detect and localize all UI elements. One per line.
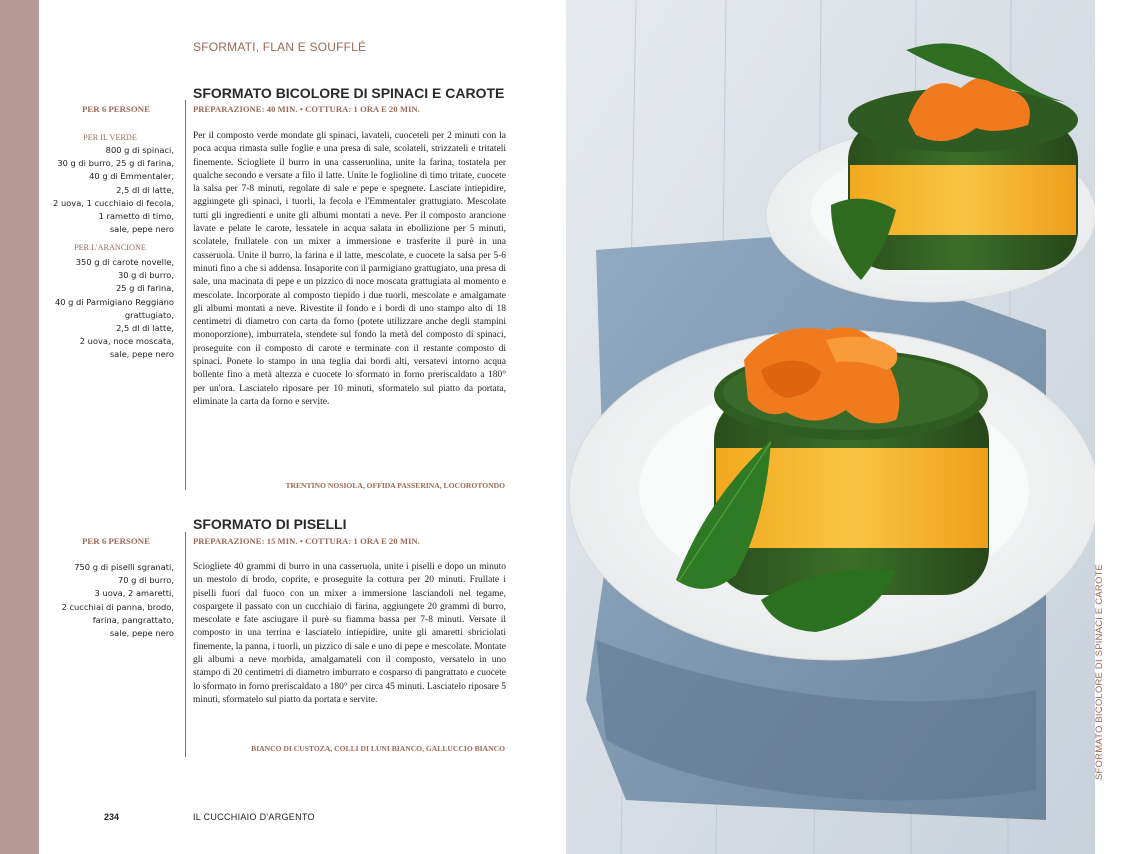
recipe-method-text: Per il composto verde mondate gli spinaci, lavateli, cuoceteli per 2 minuti con la poca acqua rimasta sulle foglie e una presa di sale, scolateli, strizzateli e tritateli finemente. Sciogliete il burro in una casseruolina, unite la farina, tostatela per qualche secondo e versate a filo il latte. Unite le foglioline di timo tritate, cuocete la salsa per 7-8 minuti, regolate di sale e pepe e spegnete. Lasciate intiepidire, aggiungete gli spinaci, i tuorli, la fecola e l'Emmentaler grattugiato. Mescolate tutti gli ingredienti e unite gli albumi montati a neve. Per il composto arancione lavate e pelate le carote, lessatele in acqua salata in ebollizione per 5 minuti, scolatele, frullatele con un mixer a immersione e trasferite il purè in una casseruola. Unite il burro, la farina e il latte, mescolate, e cuocete la salsa per 5-6 minuti fino a che si addensa. Insaporite con il parmigiano grattugiato, una presa di sale, una macinata di pepe e un pizzico di noce moscata grattugiata al momento e mescolate. Incorporate al composto tiepido i due tuorli, mescolate e amalgamate gli albumi montati a neve. Rivestite il fondo e i bordi di uno stampo alto di 18 centimetri di diametro con carta da forno (potete utilizzare anche degli stampini monoporzione), imburratela, stendete sul fondo la metà del composto di spinaci, proseguite con il composto di carote e terminate con il restante composto di spinaci. Ponete lo stampo in una teglia dai bordi alti, versatevi intorno acqua bollente fino a metà altezza e cuocete lo sformato in forno preriscaldato a 180° per un'ora. Lasciatelo riposare per 10 minuti, sformatelo sul piatto da portata, eliminate la carta da forno e servite. [193, 131, 506, 407]
ingredient-item: sale, pepe nero [109, 628, 174, 639]
column-divider [185, 532, 186, 757]
ingredient-list-green [30, 144, 174, 236]
section-header: SFORMATI, FLAN E SOUFFLÉ [193, 40, 367, 54]
wine-pairing: BIANCO DI CUSTOZA, COLLI DI LUNI BIANCO, GALLUCCIO BIANCO [251, 744, 505, 753]
ingredient-item: 30 g di burro, 25 g di farina, [57, 158, 174, 169]
ingredient-item: 2,5 dl di latte, [116, 184, 174, 195]
recipe-title-piselli: SFORMATO DI PISELLI [193, 516, 347, 532]
ingredient-item: 2,5 dl di latte, [116, 323, 174, 334]
ingredient-list-piselli [30, 561, 174, 640]
recipe-method-text: Sciogliete 40 grammi di burro in una casseruola, unite i piselli e dopo un minuto un mestolo di brodo, coprite, e proseguite la cottura per 20 minuti. Frullate i piselli fuori dal fuoco con un mixer a immersione lasciandoli nel tegame, cospargete il passato con un cucchiaio di farina, aggiungete 20 grammi di burro, mescolate e fate asciugare il purè su fiamma bassa per 7-8 minuti. Versate il composto in una terrina e lasciatelo intiepidire, unite gli amaretti sbriciolati finemente, la panna, i tuorli, un pizzico di sale e uno di pepe e mescolate. Montate gli albumi a neve morbida, amalgamateli con il composto, versatelo in uno stampo di 20 centimetri di diametro imburrato e cosparso di pangrattato e cuocete lo sformato in forno preriscaldato a 180° per circa 45 minuti. Lasciatelo riposare 5 minuti, sformatelo sul piatto da portata e servite. [193, 562, 506, 705]
ingredient-item: 1 rametto di timo, [98, 211, 174, 222]
ingredient-group-heading: PER L'ARANCIONE [74, 243, 146, 252]
recipe-page [39, 0, 566, 854]
ingredient-item: sale, pepe nero [109, 349, 174, 360]
servings-label: PER 6 PERSONE [82, 536, 150, 546]
ingredient-item: 3 uova, 2 amaretti, [94, 588, 174, 599]
column-divider [185, 100, 186, 490]
page-number: 234 [104, 812, 120, 822]
ingredient-list-orange [30, 256, 174, 362]
vertical-running-title: SFORMATO BICOLORE DI SPINACI E CAROTE [1094, 563, 1105, 780]
ingredient-item: farina, pangrattato, [92, 614, 174, 625]
page-edge-strip [0, 0, 39, 854]
recipe-prep-time: PREPARAZIONE: 40 MIN. • COTTURA: 1 ORA E 20 MIN. [193, 104, 420, 114]
ingredient-item: 2 uova, 1 cucchiaio di fecola, [53, 197, 174, 208]
wine-pairing: TRENTINO NOSIOLA, OFFIDA PASSERINA, LOCOROTONDO [285, 481, 505, 490]
recipe-prep-time: PREPARAZIONE: 15 MIN. • COTTURA: 1 ORA E 20 MIN. [193, 536, 420, 546]
ingredient-item: grattugiato, [124, 309, 174, 320]
running-footer-title: IL CUCCHIAIO D'ARGENTO [193, 812, 315, 822]
ingredient-item: 30 g di burro, [117, 270, 174, 281]
ingredient-item: 750 g di piselli sgranati, [74, 562, 174, 572]
servings-label: PER 6 PERSONE [82, 104, 150, 114]
ingredient-item: 40 g di Emmentaler, [89, 171, 174, 182]
ingredient-item: 350 g di carote novelle, [75, 257, 174, 267]
ingredient-item: 800 g di spinaci, [105, 145, 174, 155]
ingredient-item: 40 g di Parmigiano Reggiano [54, 296, 174, 307]
recipe-title-bicolore: SFORMATO BICOLORE DI SPINACI E CAROTE [193, 85, 505, 101]
ingredient-item: 70 g di burro, [117, 575, 174, 586]
carrot-ribbon-garnish [744, 327, 899, 423]
ingredient-item: 25 g di farina, [115, 283, 174, 294]
ingredient-item: 2 cucchiai di panna, brodo, [61, 601, 174, 612]
ingredient-item: sale, pepe nero [109, 224, 174, 235]
food-photo [566, 0, 1095, 854]
ingredient-item: 2 uova, noce moscata, [79, 336, 174, 347]
ingredient-group-heading: PER IL VERDE [83, 133, 137, 142]
